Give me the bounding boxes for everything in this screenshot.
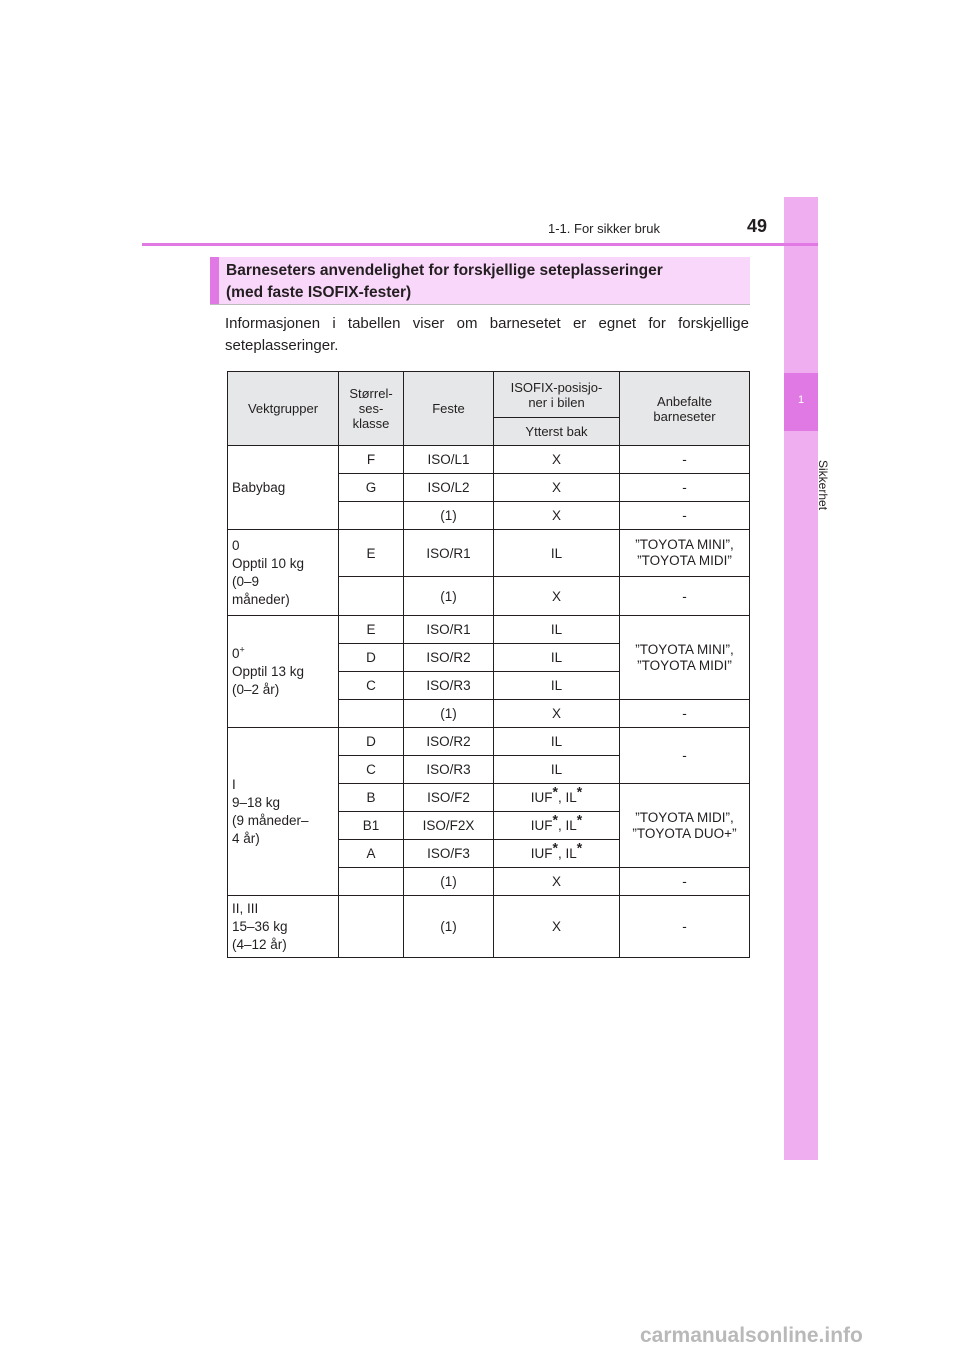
- title-accent-bar: [210, 257, 219, 304]
- position-il: , IL: [557, 818, 577, 833]
- cell-position: X: [494, 446, 620, 474]
- group-0-plus-weight: Opptil 13 kg (0–2 år): [232, 663, 305, 697]
- cell-recommended: -: [620, 446, 750, 474]
- position-il: , IL: [557, 846, 577, 861]
- position-iuf: IUF: [530, 790, 553, 805]
- asterisk-icon: *: [552, 783, 558, 800]
- intro-line-2: seteplasseringer.: [225, 337, 339, 354]
- cell-position: X: [494, 502, 620, 530]
- cell-attachment: (1): [404, 896, 494, 958]
- cell-attachment: ISO/L2: [404, 474, 494, 502]
- page-number: 49: [747, 216, 768, 236]
- cell-size: [339, 896, 404, 958]
- intro-line-1: Informasjonen i tabellen viser om barnesetet er egnet for forskjellige: [225, 315, 749, 332]
- cell-size: [339, 868, 404, 896]
- cell-size: D: [339, 728, 404, 756]
- cell-position: [494, 812, 620, 840]
- table-row: [228, 896, 750, 958]
- header-recommended-seats: Anbefalte barneseter: [620, 372, 750, 446]
- chapter-side-tab: [784, 197, 818, 1160]
- cell-position: [494, 840, 620, 868]
- subsection-title-box: [210, 257, 750, 305]
- header-weight-group: Vektgrupper: [228, 372, 339, 446]
- cell-recommended: -: [620, 896, 750, 958]
- cell-attachment: ISO/R1: [404, 616, 494, 644]
- header-divider: [142, 243, 818, 246]
- cell-attachment: ISO/F3: [404, 840, 494, 868]
- cell-recommended: ”TOYOTA MINI”, ”TOYOTA MIDI”: [620, 616, 750, 700]
- cell-recommended: ”TOYOTA MIDI”, ”TOYOTA DUO+”: [620, 784, 750, 868]
- group-1: I 9–18 kg (9 måneder– 4 år): [228, 728, 339, 896]
- group-2-3: II, III 15–36 kg (4–12 år): [228, 896, 339, 958]
- header-outer-rear: Ytterst bak: [494, 418, 620, 446]
- cell-recommended: -: [620, 474, 750, 502]
- cell-attachment: ISO/R3: [404, 756, 494, 784]
- cell-recommended: -: [620, 577, 750, 616]
- header-size-class: Størrel- ses- klasse: [339, 372, 404, 446]
- cell-position: X: [494, 577, 620, 616]
- cell-recommended: -: [620, 868, 750, 896]
- cell-attachment: (1): [404, 577, 494, 616]
- cell-size: E: [339, 616, 404, 644]
- group-babybag: Babybag: [228, 446, 339, 530]
- cell-size: E: [339, 530, 404, 577]
- subsection-title: Barneseters anvendelighet for forskjellige seteplasseringer (med faste ISOFIX-fester): [226, 262, 663, 301]
- group-0-plus: [228, 616, 339, 728]
- cell-attachment: (1): [404, 868, 494, 896]
- asterisk-icon: *: [576, 783, 583, 800]
- cell-size: D: [339, 644, 404, 672]
- table-row: [228, 530, 750, 577]
- position-iuf: IUF: [530, 846, 553, 861]
- watermark: carmanualsonline.info: [640, 1324, 863, 1347]
- cell-recommended: -: [620, 700, 750, 728]
- cell-size: C: [339, 672, 404, 700]
- table-row: [228, 728, 750, 756]
- cell-attachment: ISO/F2X: [404, 812, 494, 840]
- cell-position: IL: [494, 616, 620, 644]
- cell-recommended: -: [620, 502, 750, 530]
- cell-size: F: [339, 446, 404, 474]
- header-isofix-positions: ISOFIX-posisjo- ner i bilen: [494, 372, 620, 418]
- position-il: , IL: [557, 790, 577, 805]
- asterisk-icon: *: [552, 811, 558, 828]
- cell-attachment: ISO/R2: [404, 728, 494, 756]
- cell-attachment: ISO/R3: [404, 672, 494, 700]
- group-0: 0 Opptil 10 kg (0–9 måneder): [228, 530, 339, 616]
- cell-position: IL: [494, 672, 620, 700]
- cell-size: B1: [339, 812, 404, 840]
- cell-position: IL: [494, 756, 620, 784]
- section-heading: 1-1. For sikker bruk: [548, 221, 660, 236]
- position-iuf: IUF: [530, 818, 553, 833]
- cell-position: [494, 784, 620, 812]
- cell-size: A: [339, 840, 404, 868]
- cell-recommended: ”TOYOTA MINI”, ”TOYOTA MIDI”: [620, 530, 750, 577]
- header-attachment: Feste: [404, 372, 494, 446]
- table-row: [228, 616, 750, 644]
- cell-position: IL: [494, 530, 620, 577]
- cell-attachment: ISO/R2: [404, 644, 494, 672]
- isofix-table: [227, 371, 750, 958]
- chapter-label: Sikkerhet: [816, 460, 830, 511]
- cell-size: C: [339, 756, 404, 784]
- cell-attachment: ISO/F2: [404, 784, 494, 812]
- cell-attachment: ISO/R1: [404, 530, 494, 577]
- group-0-plus-label: 0: [232, 645, 240, 661]
- table-row: [228, 446, 750, 474]
- cell-position: IL: [494, 728, 620, 756]
- cell-position: X: [494, 896, 620, 958]
- asterisk-icon: *: [552, 839, 558, 856]
- cell-position: X: [494, 474, 620, 502]
- cell-attachment: (1): [404, 502, 494, 530]
- chapter-number-tab[interactable]: 1: [784, 373, 818, 431]
- intro-paragraph: [225, 313, 749, 357]
- asterisk-icon: *: [576, 839, 583, 856]
- cell-size: [339, 577, 404, 616]
- cell-size: [339, 700, 404, 728]
- cell-attachment: ISO/L1: [404, 446, 494, 474]
- cell-size: G: [339, 474, 404, 502]
- cell-position: X: [494, 700, 620, 728]
- cell-size: B: [339, 784, 404, 812]
- cell-recommended: -: [620, 728, 750, 784]
- cell-position: X: [494, 868, 620, 896]
- cell-size: [339, 502, 404, 530]
- plus-superscript: +: [239, 644, 245, 654]
- asterisk-icon: *: [576, 811, 583, 828]
- cell-position: IL: [494, 644, 620, 672]
- cell-attachment: (1): [404, 700, 494, 728]
